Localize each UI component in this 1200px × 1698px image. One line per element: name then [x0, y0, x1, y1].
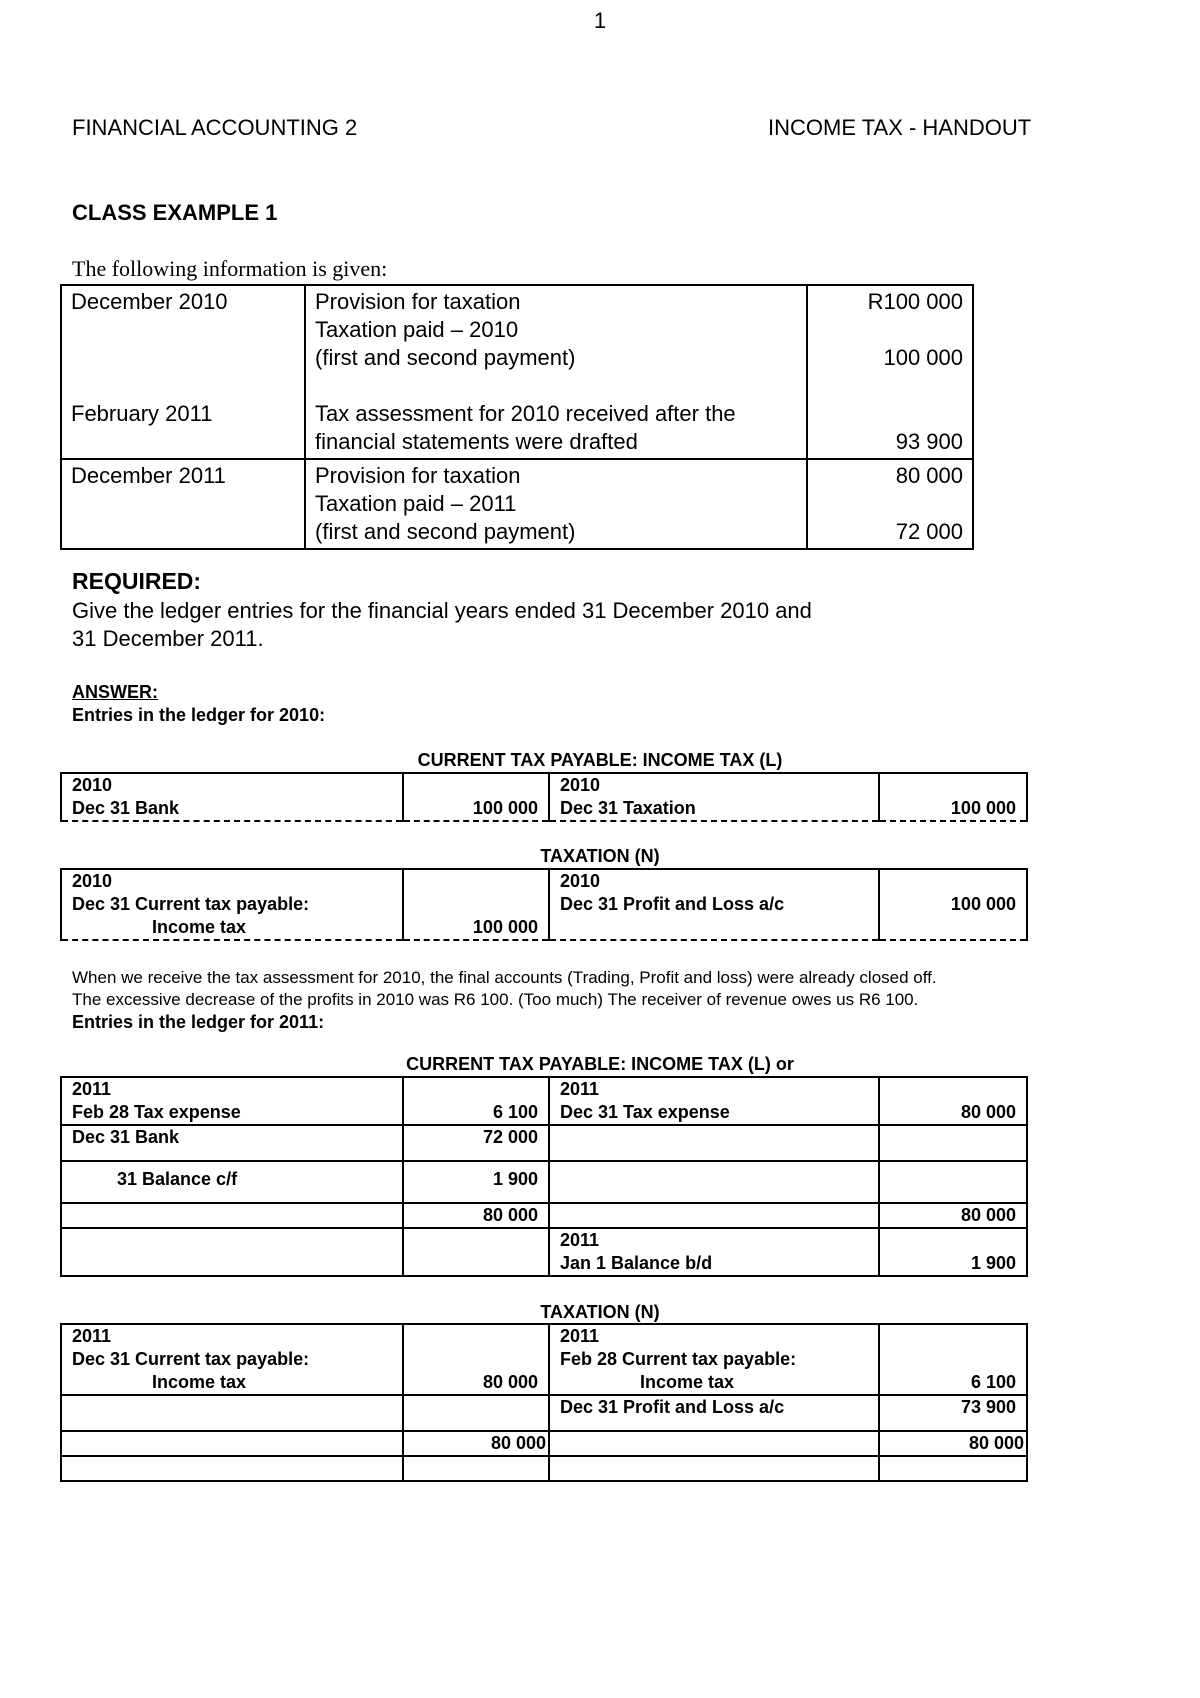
- credit-entry: [549, 1456, 879, 1481]
- credit-entry: [549, 1161, 879, 1203]
- credit-amount: 6 100: [879, 1324, 1027, 1395]
- page-number: 1: [593, 8, 607, 33]
- credit-amount: 100 000: [879, 869, 1027, 940]
- ledger-total-row: [61, 1431, 1027, 1456]
- credit-amount: [879, 1161, 1027, 1203]
- ledger-total-row: [61, 1203, 1027, 1228]
- info-date: December 2011: [61, 459, 305, 549]
- ledger-row: [61, 1077, 1027, 1125]
- credit-entry: Dec 31 Profit and Loss a/c: [549, 1395, 879, 1431]
- credit-amount: [879, 1125, 1027, 1161]
- debit-entry: [61, 1431, 403, 1456]
- debit-entry: [61, 1456, 403, 1481]
- debit-entry: [61, 1228, 403, 1276]
- ledger-2011-current-tax-payable: [60, 1076, 1028, 1277]
- ledger-title: CURRENT TAX PAYABLE: INCOME TAX (L) or: [406, 1054, 794, 1074]
- course-title: FINANCIAL ACCOUNTING 2: [72, 115, 358, 140]
- info-desc: Provision for taxation Taxation paid – 2010 (first and second payment) Tax assessment for 2010 received after the financial statements were drafted: [305, 285, 807, 459]
- info-row-2011: [61, 459, 973, 549]
- entries-2011-label: Entries in the ledger for 2011:: [72, 1012, 325, 1032]
- ledger-2010-current-tax-payable: [60, 772, 1028, 822]
- ledger-row: [61, 1161, 1027, 1203]
- debit-amount: 72 000: [403, 1125, 549, 1161]
- example-title: CLASS EXAMPLE 1: [72, 200, 278, 225]
- credit-entry: 2010 Dec 31 Profit and Loss a/c: [549, 869, 879, 940]
- ledger-2011-taxation: [60, 1323, 1028, 1482]
- debit-amount: [403, 1395, 549, 1431]
- credit-amount: 73 900: [879, 1395, 1027, 1431]
- ledger-row: [61, 1456, 1027, 1481]
- answer-label: ANSWER:: [72, 682, 158, 702]
- info-date: December 2010 February 2011: [61, 285, 305, 459]
- debit-amount: [403, 1228, 549, 1276]
- credit-amount: [879, 1456, 1027, 1481]
- credit-total: 80 000: [879, 1203, 1027, 1228]
- ledger-row: [61, 1125, 1027, 1161]
- credit-total: 80 000: [879, 1431, 1027, 1456]
- credit-amount: 1 900: [879, 1228, 1027, 1276]
- debit-amount: 1 900: [403, 1161, 549, 1203]
- debit-entry: 2011 Dec 31 Current tax payable: Income tax: [61, 1324, 403, 1395]
- required-text: Give the ledger entries for the financial years ended 31 December 2010 and 31 December 2011.: [72, 598, 812, 651]
- credit-entry: [549, 1203, 879, 1228]
- ledger-row: [61, 1395, 1027, 1431]
- debit-total: 80 000: [403, 1431, 549, 1456]
- credit-amount: 80 000: [879, 1077, 1027, 1125]
- credit-entry: 2011 Jan 1 Balance b/d: [549, 1228, 879, 1276]
- handout-title: INCOME TAX - HANDOUT: [768, 115, 1032, 140]
- given-intro: The following information is given:: [72, 256, 388, 281]
- credit-entry: [549, 1431, 879, 1456]
- debit-amount: [403, 1456, 549, 1481]
- required-heading: REQUIRED:: [72, 568, 202, 594]
- debit-entry: [61, 1203, 403, 1228]
- debit-entry: 31 Balance c/f: [61, 1161, 403, 1203]
- credit-entry: 2011 Dec 31 Tax expense: [549, 1077, 879, 1125]
- credit-entry: [549, 1125, 879, 1161]
- credit-entry: 2010 Dec 31 Taxation: [549, 773, 879, 821]
- debit-entry: [61, 1395, 403, 1431]
- debit-amount: 6 100: [403, 1077, 549, 1125]
- debit-total: 80 000: [403, 1203, 549, 1228]
- debit-entry: 2010 Dec 31 Bank: [61, 773, 403, 821]
- ledger-title: TAXATION (N): [540, 1302, 660, 1322]
- info-desc: Provision for taxation Taxation paid – 2011 (first and second payment): [305, 459, 807, 549]
- ledger-row: [61, 869, 1027, 940]
- info-row-2010: [61, 285, 973, 459]
- debit-entry: Dec 31 Bank: [61, 1125, 403, 1161]
- info-amount: R100 000 100 000 93 900: [807, 285, 973, 459]
- credit-entry: 2011 Feb 28 Current tax payable: Income tax: [549, 1324, 879, 1395]
- info-amount: 80 000 72 000: [807, 459, 973, 549]
- info-date: February 2011: [71, 401, 213, 426]
- debit-amount: 100 000: [403, 773, 549, 821]
- ledger-title: TAXATION (N): [540, 846, 660, 866]
- entries-2010-label: Entries in the ledger for 2010:: [72, 705, 326, 725]
- ledger-row: [61, 1228, 1027, 1276]
- debit-entry: 2011 Feb 28 Tax expense: [61, 1077, 403, 1125]
- debit-amount: 100 000: [403, 869, 549, 940]
- debit-amount: 80 000: [403, 1324, 549, 1395]
- ledger-row: [61, 1324, 1027, 1395]
- ledger-row: [61, 773, 1027, 821]
- given-info-table: [60, 284, 974, 550]
- assessment-note: When we receive the tax assessment for 2010, the final accounts (Trading, Profit and loss) were already closed off. The excessive decrease of the profits in 2010 was R6 100. (Too much) The receiver of revenue owes us R6 100.: [72, 968, 937, 1009]
- debit-entry: 2010 Dec 31 Current tax payable: Income tax: [61, 869, 403, 940]
- ledger-2010-taxation: [60, 868, 1028, 941]
- credit-amount: 100 000: [879, 773, 1027, 821]
- ledger-title: CURRENT TAX PAYABLE: INCOME TAX (L): [417, 750, 783, 770]
